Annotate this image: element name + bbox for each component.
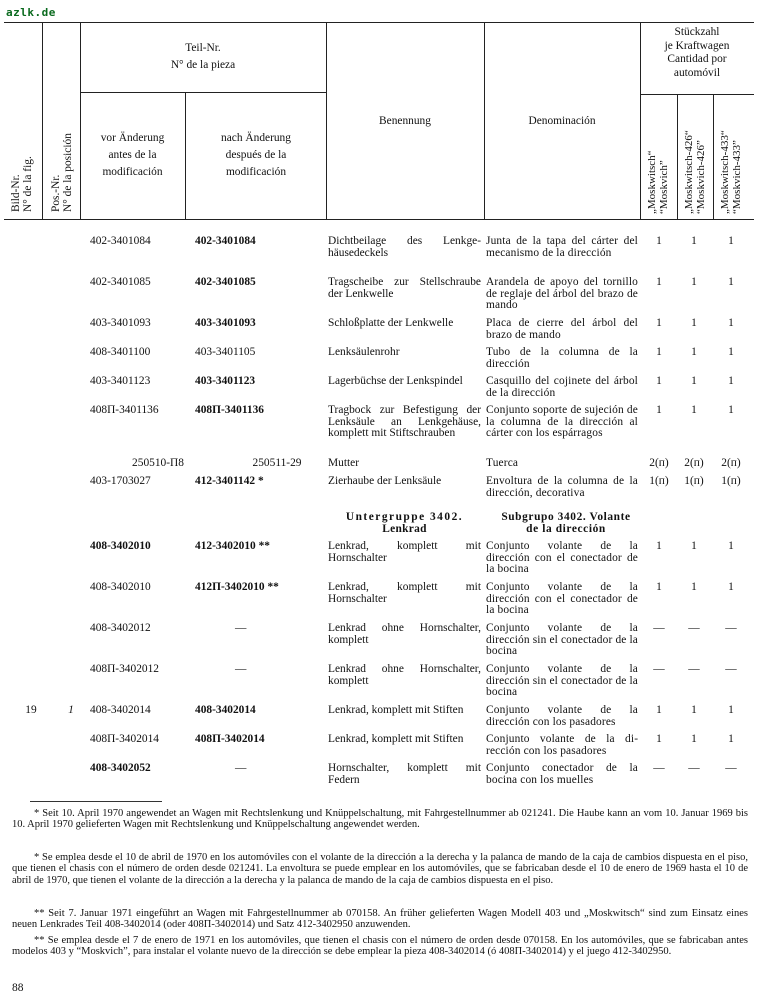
header-benennung: Benennung bbox=[379, 115, 431, 127]
part-before: 408-3402010 bbox=[90, 581, 151, 593]
qty-433: 1 bbox=[728, 375, 734, 387]
table-top-border bbox=[4, 22, 754, 23]
header-vor-2: antes de la bbox=[108, 149, 157, 161]
footnote-1: * Seit 10. April 1970 angewendet an Wagen mit Rechtslenkung und Knüppelschaltung, mit Fahrgestellnummer ab 021241. Die Haube kann an vom 10. Januar 1969 bis 10. April 1970 gelieferten Wagen mit Rechtslenkung und Knüppelschaltung angewendet werden. bbox=[12, 808, 748, 831]
qty-433: 1 bbox=[728, 540, 734, 552]
qty-moskwitsch: 1(п) bbox=[649, 475, 669, 487]
qty-433: 1 bbox=[728, 276, 734, 288]
benennung-cell: Dichtbeilage des Lenkgehäusedeckels bbox=[328, 235, 481, 259]
part-before: 403-3401093 bbox=[90, 317, 151, 329]
benennung-cell: Tragscheibe zur Stellschraube der Lenkwelle bbox=[328, 276, 481, 300]
benennung-cell: Lenksäulenrohr bbox=[328, 346, 400, 358]
header-quantity bbox=[640, 26, 754, 80]
subgroup-de-2: Lenkrad bbox=[382, 522, 427, 535]
qty-moskwitsch: 1 bbox=[656, 581, 662, 593]
benennung-cell: Tragbock zur Befestigung der Lenksäule an Lenkgehäuse, komplett mit Stiftschrauben bbox=[328, 404, 481, 440]
benennung-cell: Lenkrad, komplett mit Stiften bbox=[328, 733, 464, 745]
header-part-number bbox=[80, 40, 326, 74]
qty-433: 1 bbox=[728, 733, 734, 745]
qty-moskwitsch: 1 bbox=[656, 276, 662, 288]
denominacion-cell: Junta de la tapa del cárter del mecanismo de la dirección bbox=[486, 235, 638, 259]
header-model-426 bbox=[683, 130, 707, 214]
denominacion-cell: Conjunto volante de la dirección con el conectador de la bocina bbox=[486, 540, 638, 576]
part-before: 408-3402052 bbox=[90, 762, 151, 774]
subgroup-heading-de bbox=[328, 512, 481, 535]
part-before: 408-3402012 bbox=[90, 622, 151, 634]
header-after-change bbox=[186, 130, 326, 181]
header-pos-1: Pos.-Nr. bbox=[50, 174, 62, 212]
header-pos-2: N° de la posición bbox=[62, 133, 74, 212]
part-after: 250511-29 bbox=[252, 457, 302, 469]
part-before: 408П-3401136 bbox=[90, 404, 159, 416]
qty-426: — bbox=[688, 762, 700, 774]
denominacion-cell: Conjunto volante de la dirección con el conectador de la bocina bbox=[486, 581, 638, 617]
subgroup-de-1: Untergruppe 3402. bbox=[345, 511, 464, 523]
part-after: 408-3402014 bbox=[195, 704, 256, 716]
part-before: 250510-П8 bbox=[132, 457, 184, 469]
part-before: 408-3401100 bbox=[90, 346, 151, 358]
part-before: 403-1703027 bbox=[90, 475, 151, 487]
denominacion-cell: Tubo de la columna de la dirección bbox=[486, 346, 638, 370]
footnote-3: ** Seit 7. Januar 1971 eingeführt an Wagen mit Fahrgestellnummer ab 070158. An früher gelieferten Wagen Modell 403 und „Moskwitsch“ sind zum Einsatz eines neuen Lenkrades Teil 408-3402014 (oder 408П-3402014) und Satz 412-3402950 anzuwenden. bbox=[12, 908, 748, 931]
qty-426: 1 bbox=[691, 375, 697, 387]
header-nach-2: después de la bbox=[225, 149, 287, 161]
qty-moskwitsch: 1 bbox=[656, 346, 662, 358]
qty-moskwitsch: 1 bbox=[656, 704, 662, 716]
part-after: 412П-3402010 ** bbox=[195, 581, 279, 593]
qty-divider bbox=[640, 94, 754, 95]
subgroup-heading-es bbox=[486, 512, 646, 535]
denominacion-cell: Tuerca bbox=[486, 457, 519, 469]
header-pos-nr bbox=[50, 133, 74, 212]
qty-426: 1 bbox=[691, 276, 697, 288]
part-after: 403-3401105 bbox=[195, 346, 256, 358]
subgroup-es-1: Subgrupo 3402. Volante bbox=[501, 511, 631, 523]
site-watermark: azlk.de bbox=[6, 6, 56, 19]
denominacion-cell: Conjunto volante de la dirección con los pasadores bbox=[486, 733, 638, 757]
denominacion-cell: Conjunto volante de la dirección sin el conectador de la bocina bbox=[486, 663, 639, 699]
header-teilnr-es: N° de la pieza bbox=[170, 59, 236, 71]
benennung-cell: Mutter bbox=[328, 457, 360, 469]
qty-426: 1(п) bbox=[684, 475, 704, 487]
footnote-2: * Se emplea desde el 10 de abril de 1970 en los automóviles con el volante de la dirección a la derecha y la palanca de mando de la caja de cambios dispuesta en el piso, que tienen el chasis con el número de orden desde 021241. La envoltura se puede emplear en los automóviles, que se fabricaban desde el 10 de enero de 1969 hasta el 10 de abril de 1970, que tienen el volante de la dirección a la derecha y la palanca de mando de la caja de cambios dispuesta en el piso. bbox=[12, 852, 748, 886]
qty-433: 1 bbox=[728, 404, 734, 416]
qty-426: 1 bbox=[691, 346, 697, 358]
position-number: 1 bbox=[68, 704, 74, 716]
header-m1-2: “Moskvich” bbox=[658, 160, 670, 214]
part-after: 408П-3401136 bbox=[195, 404, 264, 416]
part-before: 403-3401123 bbox=[90, 375, 151, 387]
col-line-8 bbox=[713, 94, 714, 220]
benennung-cell: Zierhaube der Lenksäule bbox=[328, 475, 442, 487]
header-teilnr-de: Teil-Nr. bbox=[185, 42, 221, 54]
qty-426: — bbox=[688, 622, 700, 634]
benennung-cell: Lenkrad, komplett mit Stiften bbox=[328, 704, 464, 716]
benennung-cell: Lenkrad, komplett mit Hornschalter bbox=[328, 581, 481, 605]
header-denominacion: Denominación bbox=[528, 115, 596, 127]
qty-moskwitsch: 1 bbox=[656, 540, 662, 552]
denominacion-cell: Conjunto volante de la dirección sin el conectador de la bocina bbox=[486, 622, 639, 658]
header-nach-3: modificación bbox=[225, 166, 287, 178]
qty-moskwitsch: — bbox=[653, 663, 665, 675]
figure-number: 19 bbox=[25, 704, 37, 716]
qty-426: 1 bbox=[691, 317, 697, 329]
header-bild-2: N° de la fig. bbox=[22, 156, 34, 212]
denominacion-cell: Conjunto conectador de la bocina con los muelles bbox=[486, 762, 638, 786]
qty-426: 1 bbox=[691, 733, 697, 745]
header-qty-2: je Kraftwagen bbox=[664, 39, 730, 52]
header-vor-1: vor Änderung bbox=[100, 132, 165, 144]
header-before-change bbox=[80, 130, 185, 181]
header-bild-nr bbox=[10, 156, 34, 212]
part-after: 408П-3402014 bbox=[195, 733, 265, 745]
header-m1-1: „Moskwitsch“ bbox=[646, 150, 658, 214]
qty-433: — bbox=[725, 762, 737, 774]
part-before: 408-3402010 bbox=[90, 540, 151, 552]
part-after: — bbox=[235, 622, 247, 634]
part-before: 408П-3402014 bbox=[90, 733, 159, 745]
header-m2-2: “Moskvich-426” bbox=[695, 140, 707, 214]
part-after: 403-3401123 bbox=[195, 375, 256, 387]
benennung-cell: Lenkrad ohne Hornschalter, komplett bbox=[328, 622, 481, 646]
part-after: 402-3401085 bbox=[195, 276, 256, 288]
header-bild-1: Bild-Nr. bbox=[10, 174, 22, 212]
qty-moskwitsch: 1 bbox=[656, 404, 662, 416]
col-line-1 bbox=[42, 22, 43, 220]
qty-moskwitsch: — bbox=[653, 762, 665, 774]
qty-426: 1 bbox=[691, 581, 697, 593]
qty-moskwitsch: — bbox=[653, 622, 665, 634]
denominacion-cell: Arandela de apoyo del tornillo de reglaje del árbol del brazo de mando bbox=[486, 276, 638, 312]
part-after: 402-3401084 bbox=[195, 235, 256, 247]
header-m3-2: “Moskvich-433” bbox=[731, 140, 743, 214]
denominacion-cell: Conjunto volante de la dirección con los pasadores bbox=[486, 704, 638, 728]
part-after: — bbox=[235, 762, 247, 774]
part-before: 408-3402014 bbox=[90, 704, 151, 716]
qty-moskwitsch: 1 bbox=[656, 235, 662, 247]
page-number: 88 bbox=[12, 982, 24, 994]
header-bottom-border bbox=[4, 219, 754, 220]
header-m2-1: „Moskwitsch-426“ bbox=[683, 130, 695, 214]
header-model-433 bbox=[719, 130, 743, 214]
part-after: — bbox=[235, 663, 247, 675]
header-qty-1: Stückzahl bbox=[674, 26, 720, 38]
header-m3-1: „Moskwitsch-433“ bbox=[719, 130, 731, 214]
qty-moskwitsch: 1 bbox=[656, 733, 662, 745]
col-line-7 bbox=[677, 94, 678, 220]
benennung-cell: Schloßplatte der Lenkwelle bbox=[328, 317, 454, 329]
qty-moskwitsch: 1 bbox=[656, 317, 662, 329]
qty-moskwitsch: 2(п) bbox=[649, 457, 669, 469]
qty-433: — bbox=[725, 622, 737, 634]
qty-433: 1 bbox=[728, 317, 734, 329]
part-after: 412-3402010 ** bbox=[195, 540, 270, 552]
qty-433: 1 bbox=[728, 704, 734, 716]
footnote-4: ** Se emplea desde el 7 de enero de 1971 en los automóviles, que tienen el chasis con el número de orden desde 070158. En los automóviles, que se fabricaban antes modelos 403 y “Moskvich”, para instalar el volante nuevo de la dirección se debe emplear la pieza 408-3402014 (ó 408П-3402014) y el juego 412-3402950. bbox=[12, 935, 748, 958]
qty-433: 1 bbox=[728, 581, 734, 593]
header-qty-4: automóvil bbox=[673, 66, 721, 79]
qty-426: 1 bbox=[691, 235, 697, 247]
qty-433: 1(п) bbox=[721, 475, 741, 487]
benennung-cell: Lenkrad ohne Hornschalter, komplett bbox=[328, 663, 481, 687]
qty-433: 1 bbox=[728, 346, 734, 358]
denominacion-cell: Casquillo del cojinete del árbol de la dirección bbox=[486, 375, 638, 399]
qty-426: 1 bbox=[691, 704, 697, 716]
denominacion-cell: Placa de cierre del árbol del brazo de mando bbox=[486, 317, 638, 341]
part-before: 408П-3402012 bbox=[90, 663, 159, 675]
qty-426: 2(п) bbox=[684, 457, 704, 469]
qty-426: 1 bbox=[691, 404, 697, 416]
part-number-divider bbox=[80, 92, 326, 93]
denominacion-cell: Envoltura de la columna de la dirección, decorativa bbox=[486, 475, 638, 499]
part-before: 402-3401085 bbox=[90, 276, 151, 288]
benennung-cell: Lagerbüchse der Lenkspindel bbox=[328, 375, 463, 387]
qty-433: — bbox=[725, 663, 737, 675]
part-after: 412-3401142 * bbox=[195, 475, 264, 487]
part-before: 402-3401084 bbox=[90, 235, 151, 247]
qty-433: 2(п) bbox=[721, 457, 741, 469]
header-nach-1: nach Änderung bbox=[221, 132, 291, 144]
header-qty-3: Cantidad por bbox=[667, 53, 727, 65]
part-after: 403-3401093 bbox=[195, 317, 256, 329]
qty-426: — bbox=[688, 663, 700, 675]
denominacion-cell: Conjunto soporte de sujeción de la columna de la dirección al cárter con los espárragos bbox=[486, 404, 638, 440]
footnote-separator bbox=[30, 801, 162, 802]
qty-433: 1 bbox=[728, 235, 734, 247]
header-model-moskwitsch bbox=[646, 150, 670, 214]
header-vor-3: modificación bbox=[102, 166, 163, 178]
qty-426: 1 bbox=[691, 540, 697, 552]
benennung-cell: Lenkrad, komplett mit Hornschalter bbox=[328, 540, 481, 564]
benennung-cell: Hornschalter, komplett mit Federn bbox=[328, 762, 481, 786]
subgroup-es-2: de la dirección bbox=[526, 522, 606, 535]
qty-moskwitsch: 1 bbox=[656, 375, 662, 387]
